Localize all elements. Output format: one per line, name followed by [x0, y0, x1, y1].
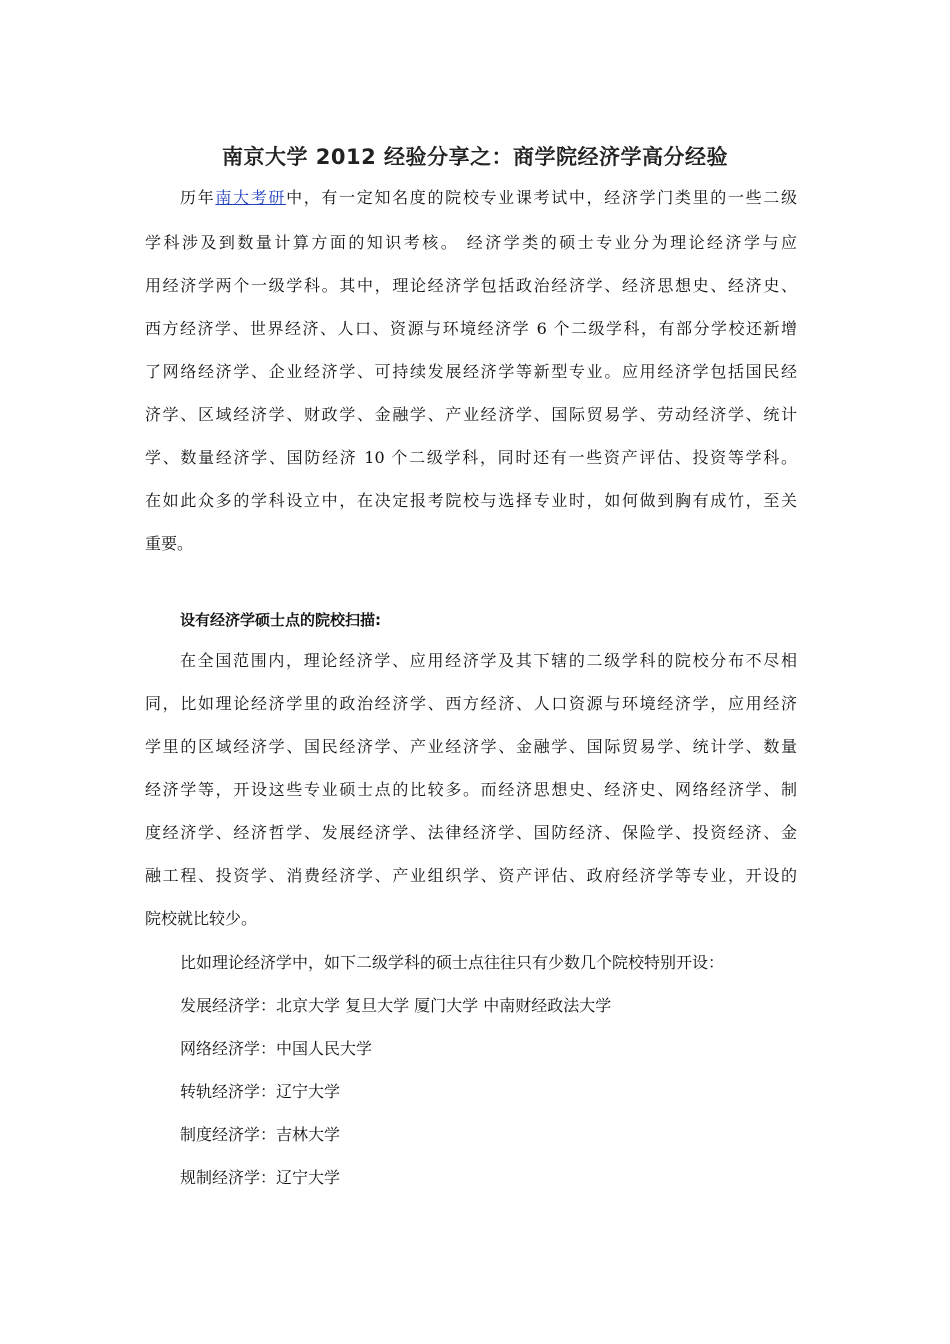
paragraph-line: 了网络经济学、企业经济学、可持续发展经济学等新型专业。应用经济学包括国民经 [145, 362, 797, 381]
paragraph-line: 用经济学两个一级学科。其中，理论经济学包括政治经济学、经济思想史、经济史、 [145, 276, 797, 295]
paragraph-line: 同，比如理论经济学里的政治经济学、西方经济、人口资源与环境经济学，应用经济 [145, 694, 797, 713]
paragraph-line: 西方经济学、世界经济、人口、资源与环境经济学 6 个二级学科，有部分学校还新增 [145, 319, 797, 338]
text-span: 中，有一定知名度的院校专业课考试中，经济学门类里的一些二级 [286, 188, 797, 207]
paragraph-line: 重要。 [145, 534, 194, 553]
paragraph-line: 融工程、投资学、消费经济学、产业组织学、资产评估、政府经济学等专业，开设的 [145, 866, 797, 885]
paragraph-line: 度经济学、经济哲学、发展经济学、法律经济学、国防经济、保险学、投资经济、金 [145, 823, 797, 842]
document-title: 南京大学 2012 经验分享之：商学院经济学高分经验 [221, 145, 729, 169]
example-item: 规制经济学：辽宁大学 [180, 1168, 341, 1187]
nju-kaoyan-link[interactable]: 南大考研 [215, 188, 287, 207]
paragraph-line: 院校就比较少。 [145, 909, 258, 928]
example-item: 转轨经济学：辽宁大学 [180, 1082, 341, 1101]
paragraph-line: 比如理论经济学中，如下二级学科的硕士点往往只有少数几个院校特别开设： [180, 953, 725, 972]
paragraph-line: 经济学等，开设这些专业硕士点的比较多。而经济思想史、经济史、网络经济学、制 [145, 780, 797, 799]
paragraph-line: 学里的区域经济学、国民经济学、产业经济学、金融学、国际贸易学、统计学、数量 [145, 737, 797, 756]
paragraph-line [180, 188, 797, 208]
example-item: 网络经济学：中国人民大学 [180, 1039, 373, 1058]
text-span: 历年 [180, 188, 216, 207]
paragraph-line: 在如此众多的学科设立中，在决定报考院校与选择专业时，如何做到胸有成竹，至关 [145, 491, 797, 510]
paragraph-line: 在全国范围内，理论经济学、应用经济学及其下辖的二级学科的院校分布不尽相 [180, 651, 797, 670]
paragraph-line: 学、数量经济学、国防经济 10 个二级学科，同时还有一些资产评估、投资等学科。 [145, 448, 797, 467]
section-heading: 设有经济学硕士点的院校扫描: [180, 611, 381, 629]
paragraph-line: 济学、区域经济学、财政学、金融学、产业经济学、国际贸易学、劳动经济学、统计 [145, 405, 797, 424]
example-item: 制度经济学：吉林大学 [180, 1125, 341, 1144]
paragraph-line: 学科涉及到数量计算方面的知识考核。 经济学类的硕士专业分为理论经济学与应 [145, 233, 797, 252]
example-item: 发展经济学：北京大学 复旦大学 厦门大学 中南财经政法大学 [180, 996, 612, 1015]
